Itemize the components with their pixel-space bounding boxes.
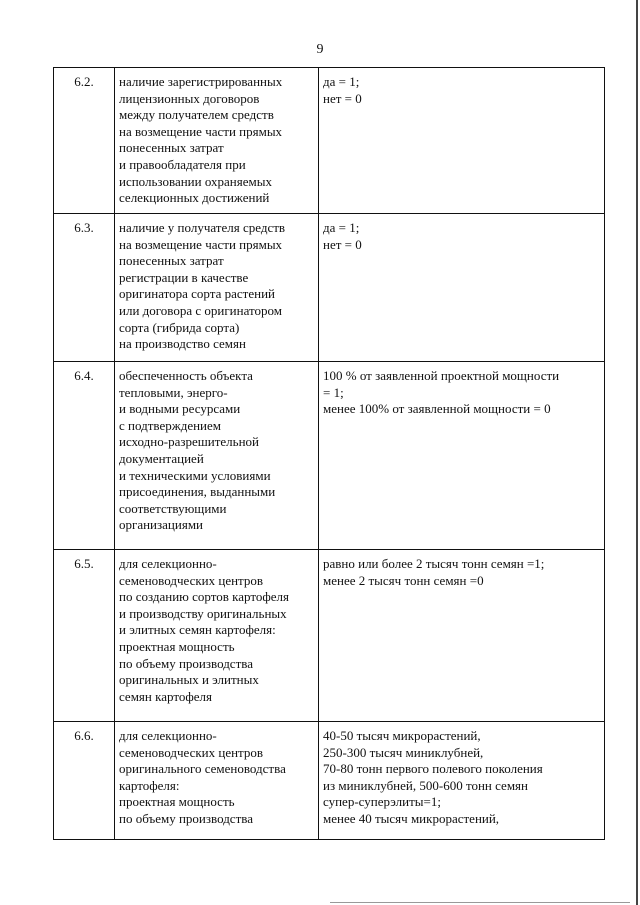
criterion-line: по объему производства [119, 810, 253, 826]
criterion-line: по объему производства [119, 655, 253, 671]
criterion-line: понесенных затрат [119, 140, 224, 156]
row-number: 6.3. [54, 214, 115, 362]
scoring-line: = 1; [323, 384, 344, 400]
criterion-line: проектная мощность [119, 638, 235, 654]
scoring-line: супер-суперэлиты=1; [323, 794, 441, 810]
criterion-line: организациями [119, 517, 203, 533]
row-number: 6.6. [54, 722, 115, 840]
scoring-cell [319, 68, 605, 214]
table-row [54, 214, 605, 362]
criterion-line: оригинатора сорта растений [119, 286, 275, 302]
scoring-line: менее 100% от заявленной мощности = 0 [323, 401, 551, 417]
criterion-line: семеноводческих центров [119, 744, 264, 760]
scoring-line: нет = 0 [323, 90, 362, 106]
criterion-line: на производство семян [119, 336, 246, 352]
criterion-line: с подтверждением [119, 417, 222, 433]
criterion-line: регистрации в качестве [119, 269, 249, 285]
criterion-line: и производству оригинальных [119, 605, 287, 621]
criterion-line: и водными ресурсами [119, 401, 241, 417]
scoring-cell [319, 214, 605, 362]
scoring-line: менее 40 тысяч микрорастений, [323, 810, 500, 826]
criterion-line: понесенных затрат [119, 253, 224, 269]
scoring-line: да = 1; [323, 220, 360, 235]
criterion-line: наличие у получателя средств [119, 220, 286, 235]
table-row [54, 68, 605, 214]
scoring-cell [319, 550, 605, 722]
scoring-cell [319, 362, 605, 550]
criterion-line: соответствующими [119, 500, 227, 516]
criterion-line: присоединения, выданными [119, 484, 276, 500]
criterion-line: и правообладателя при [119, 156, 246, 172]
scoring-line: 250-300 тысяч миниклубней, [323, 744, 484, 760]
criterion-line: оригинальных и элитных [119, 672, 259, 688]
criterion-line: исходно-разрешительной [119, 434, 260, 450]
criterion-line: на возмещение части прямых [119, 123, 283, 139]
scoring-line: менее 2 тысяч тонн семян =0 [323, 572, 484, 588]
criterion-line: на возмещение части прямых [119, 236, 283, 252]
scan-edge-bottom [330, 902, 630, 903]
criterion-line: семеноводческих центров [119, 572, 264, 588]
criterion-line: использовании охраняемых [119, 173, 272, 189]
criterion-line: проектная мощность [119, 794, 235, 810]
criterion-line: для селекционно- [119, 728, 217, 743]
table-row [54, 362, 605, 550]
criterion-line: тепловыми, энерго- [119, 384, 228, 400]
criterion-line: или договора с оригинатором [119, 302, 282, 318]
scoring-line: 70-80 тонн первого полевого поколения [323, 761, 543, 777]
criterion-line: сорта (гибрида сорта) [119, 319, 240, 335]
scoring-cell [319, 722, 605, 840]
criterion-line: и техническими условиями [119, 467, 271, 483]
scoring-line: из миниклубней, 500-600 тонн семян [323, 777, 528, 793]
criterion-line: наличие зарегистрированных [119, 74, 283, 89]
row-number: 6.2. [54, 68, 115, 214]
criterion-cell [115, 362, 319, 550]
criterion-line: лицензионных договоров [119, 90, 260, 106]
criterion-line: для селекционно- [119, 556, 217, 571]
criterion-cell [115, 550, 319, 722]
scoring-line: нет = 0 [323, 236, 362, 252]
criteria-table [53, 67, 605, 840]
criterion-cell [115, 68, 319, 214]
criterion-line: селекционных достижений [119, 190, 270, 206]
criterion-line: оригинального семеноводства [119, 761, 286, 777]
page-number: 9 [316, 42, 324, 57]
scoring-line: 100 % от заявленной проектной мощности [323, 368, 560, 383]
criterion-line: и элитных семян картофеля: [119, 622, 276, 638]
criterion-cell [115, 214, 319, 362]
row-number: 6.4. [54, 362, 115, 550]
criterion-cell [115, 722, 319, 840]
criterion-line: документацией [119, 450, 204, 466]
criterion-line: семян картофеля [119, 688, 212, 704]
criterion-line: картофеля: [119, 777, 180, 793]
criterion-line: обеспеченность объекта [119, 368, 253, 383]
table-row [54, 550, 605, 722]
scoring-line: да = 1; [323, 74, 360, 89]
scoring-line: 40-50 тысяч микрорастений, [323, 728, 481, 743]
criterion-line: между получателем средств [119, 107, 274, 123]
scan-edge-right [636, 0, 638, 905]
scoring-line: равно или более 2 тысяч тонн семян =1; [323, 556, 545, 571]
table-row [54, 722, 605, 840]
criterion-line: по созданию сортов картофеля [119, 589, 290, 605]
row-number: 6.5. [54, 550, 115, 722]
